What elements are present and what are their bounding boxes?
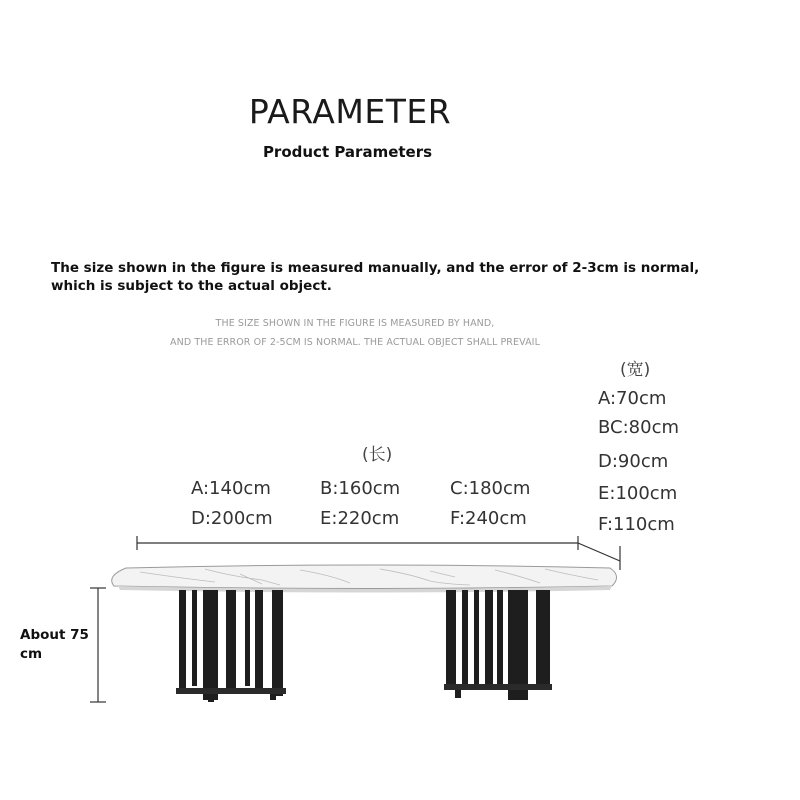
caps-note-line-1: THE SIZE SHOWN IN THE FIGURE IS MEASURED BY HAND,: [215, 318, 495, 329]
length-dimension-line: [137, 536, 578, 550]
height-dimension-line: [90, 588, 106, 702]
width-option-e: E:100cm: [598, 483, 678, 504]
height-label-line-2: cm: [20, 646, 43, 662]
length-option-e: E:220cm: [320, 508, 400, 529]
length-option-a: A:140cm: [191, 478, 271, 499]
left-leg: [176, 590, 286, 702]
width-heading: (宽): [620, 360, 651, 380]
width-option-bc: BC:80cm: [598, 417, 679, 438]
measurement-note-line-2: which is subject to the actual object.: [51, 278, 332, 294]
caps-note-line-2: AND THE ERROR OF 2-5CM IS NORMAL. THE ACTUAL OBJECT SHALL PREVAIL: [170, 337, 540, 348]
width-option-d: D:90cm: [598, 451, 669, 472]
length-option-f: F:240cm: [450, 508, 527, 529]
width-option-f: F:110cm: [598, 514, 675, 535]
measurement-note-line-1: The size shown in the figure is measured manually, and the error of 2-3cm is normal,: [51, 260, 700, 276]
page-title: PARAMETER: [248, 92, 452, 131]
length-option-c: C:180cm: [450, 478, 531, 499]
length-option-d: D:200cm: [191, 508, 273, 529]
height-label-line-1: About 75: [20, 627, 89, 643]
table-top: [112, 565, 617, 593]
length-heading: (长): [362, 445, 393, 465]
length-option-b: B:160cm: [320, 478, 401, 499]
width-dimension-line: [578, 543, 620, 570]
page-subtitle: Product Parameters: [262, 143, 433, 161]
right-leg: [444, 590, 552, 700]
width-option-a: A:70cm: [598, 388, 667, 409]
